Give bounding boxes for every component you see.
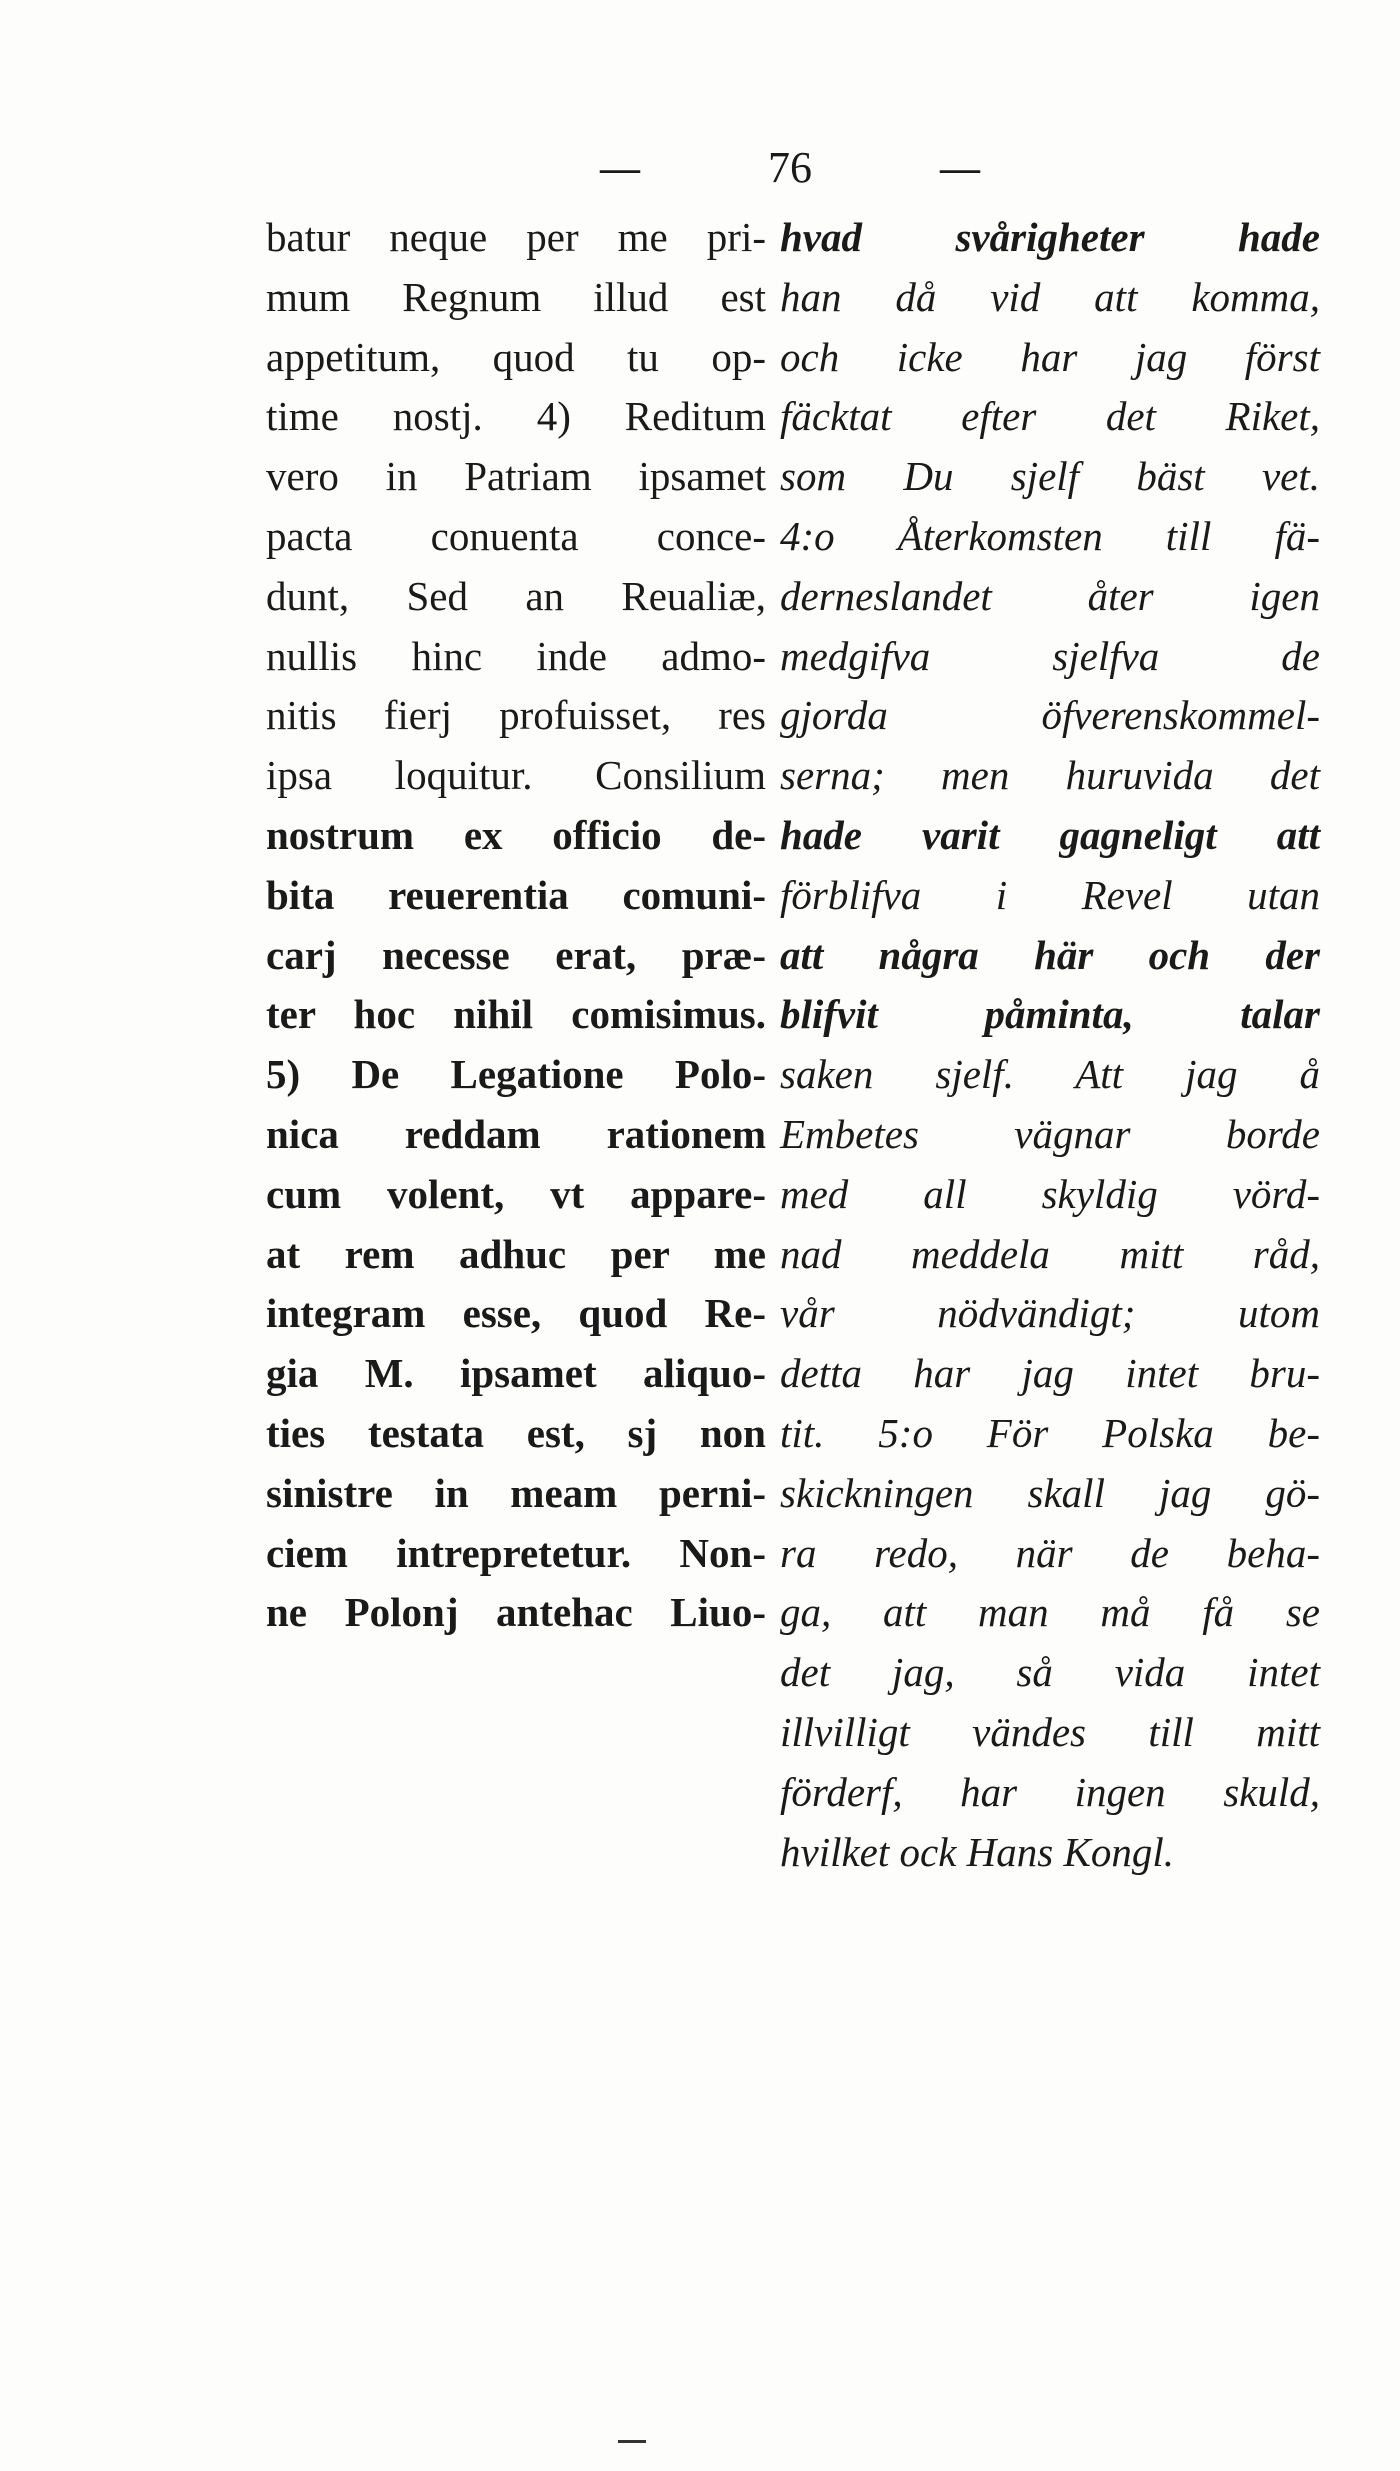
swedish-line: vår nödvändigt; utom bbox=[780, 1290, 1320, 1337]
swedish-line: Embetes vägnar borde bbox=[780, 1110, 1320, 1157]
swedish-line: att några här och der bbox=[780, 931, 1320, 978]
latin-line: nostrum ex officio de- bbox=[266, 811, 766, 858]
latin-line: gia M. ipsamet aliquo- bbox=[266, 1350, 766, 1397]
latin-line: appetitum, quod tu op- bbox=[266, 333, 766, 380]
swedish-line: skickningen skall jag gö- bbox=[780, 1469, 1320, 1516]
latin-line: nitis fierj profuisset, res bbox=[266, 692, 766, 739]
swedish-line: förblifva i Revel utan bbox=[780, 871, 1320, 918]
swedish-line: saken sjelf. Att jag å bbox=[780, 1051, 1320, 1098]
latin-line: ties testata est, sj non bbox=[266, 1409, 766, 1456]
swedish-column bbox=[780, 208, 1320, 1882]
swedish-line: fäcktat efter det Riket, bbox=[780, 393, 1320, 440]
swedish-line: detta har jag intet bru- bbox=[780, 1350, 1320, 1397]
latin-line: ne Polonj antehac Liuo- bbox=[266, 1589, 766, 1636]
swedish-line: det jag, så vida intet bbox=[780, 1649, 1320, 1696]
swedish-line: förderf, har ingen skuld, bbox=[780, 1768, 1320, 1815]
swedish-line: nad meddela mitt råd, bbox=[780, 1230, 1320, 1277]
swedish-line: ga, att man må få se bbox=[780, 1589, 1320, 1636]
latin-line: integram esse, quod Re- bbox=[266, 1290, 766, 1337]
latin-line: ipsa loquitur. Consilium bbox=[266, 752, 766, 799]
swedish-line: som Du sjelf bäst vet. bbox=[780, 453, 1320, 500]
header-dash-right: — bbox=[940, 144, 980, 190]
latin-line: sinistre in meam perni- bbox=[266, 1469, 766, 1516]
latin-line: carj necesse erat, præ- bbox=[266, 931, 766, 978]
swedish-line: hvilket ock Hans Kongl. bbox=[780, 1828, 1174, 1875]
swedish-line: hvad svårigheter hade bbox=[780, 214, 1320, 260]
latin-line: pacta conuenta conce- bbox=[266, 512, 766, 559]
swedish-line: gjorda öfverenskommel- bbox=[780, 692, 1320, 739]
latin-line: at rem adhuc per me bbox=[266, 1230, 766, 1277]
swedish-line: serna; men huruvida det bbox=[780, 752, 1320, 799]
latin-line: ter hoc nihil comisimus. bbox=[266, 991, 766, 1038]
latin-line: bita reuerentia comuni- bbox=[266, 871, 766, 918]
latin-line: nullis hinc inde admo- bbox=[266, 632, 766, 679]
latin-line: vero in Patriam ipsamet bbox=[266, 453, 766, 500]
latin-line: mum Regnum illud est bbox=[266, 273, 766, 320]
swedish-line: tit. 5:o För Polska be- bbox=[780, 1409, 1320, 1456]
latin-line: nica reddam rationem bbox=[266, 1110, 766, 1157]
footer-rule bbox=[618, 2440, 646, 2443]
swedish-line: hade varit gagneligt att bbox=[780, 811, 1320, 858]
swedish-line: medgifva sjelfva de bbox=[780, 632, 1320, 679]
latin-line: batur neque per me pri- bbox=[266, 214, 766, 260]
swedish-line: 4:o Återkomsten till fä- bbox=[780, 512, 1320, 559]
running-head bbox=[600, 132, 980, 202]
latin-line: dunt, Sed an Reualiæ, bbox=[266, 572, 766, 619]
latin-line: 5) De Legatione Polo- bbox=[266, 1051, 766, 1098]
latin-line: cum volent, vt appare- bbox=[266, 1170, 766, 1217]
page-number: 76 bbox=[768, 142, 812, 192]
swedish-line: ra redo, när de beha- bbox=[780, 1529, 1320, 1576]
swedish-line: illvilligt vändes till mitt bbox=[780, 1708, 1320, 1755]
swedish-line: med all skyldig vörd- bbox=[780, 1170, 1320, 1217]
swedish-line: han då vid att komma, bbox=[780, 273, 1320, 320]
swedish-line: derneslandet åter igen bbox=[780, 572, 1320, 619]
latin-column bbox=[266, 208, 766, 1643]
swedish-line: och icke har jag först bbox=[780, 333, 1320, 380]
swedish-line: blifvit påminta, talar bbox=[780, 991, 1320, 1038]
header-dash-left: — bbox=[600, 144, 640, 190]
latin-line: time nostj. 4) Reditum bbox=[266, 393, 766, 440]
latin-line: ciem intrepretetur. Non- bbox=[266, 1529, 766, 1576]
